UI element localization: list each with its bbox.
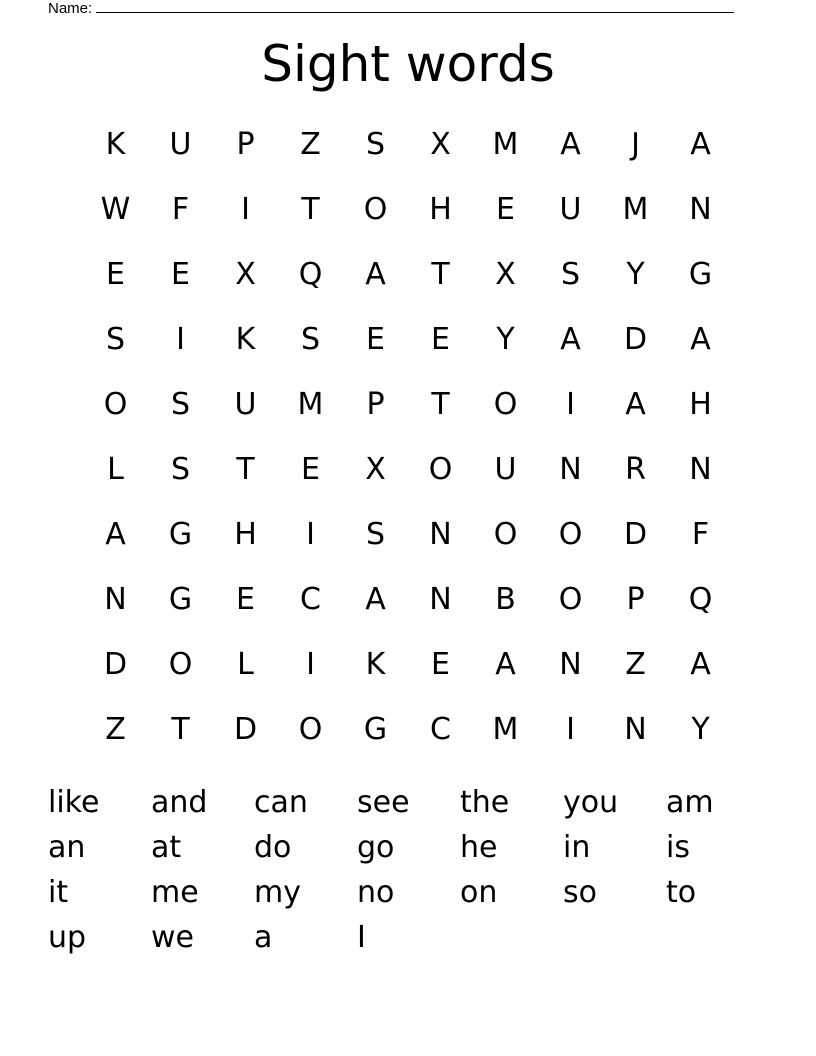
grid-letter: K <box>105 127 126 162</box>
grid-letter: J <box>631 127 640 162</box>
grid-letter: L <box>107 452 124 487</box>
grid-letter: M <box>297 387 324 422</box>
word-list-item: is <box>666 830 690 865</box>
grid-letter: Z <box>300 127 321 162</box>
grid-letter: A <box>690 127 711 162</box>
grid-letter: C <box>300 582 321 617</box>
grid-letter: O <box>558 517 583 552</box>
word-list-item: no <box>357 875 395 910</box>
grid-letter: T <box>236 452 255 487</box>
word-list-item: my <box>254 875 301 910</box>
grid-letter: K <box>365 647 386 682</box>
grid-letter: I <box>306 517 315 552</box>
grid-letter: P <box>366 387 385 422</box>
grid-letter: O <box>493 387 518 422</box>
grid-letter: N <box>689 452 712 487</box>
grid-letter: F <box>171 192 190 227</box>
grid-letter: X <box>365 452 386 487</box>
grid-row <box>83 502 733 567</box>
grid-letter: O <box>493 517 518 552</box>
grid-row <box>83 372 733 437</box>
grid-row <box>83 567 733 632</box>
grid-letter: O <box>558 582 583 617</box>
grid-letter: T <box>171 712 190 747</box>
word-list-item: it <box>48 875 69 910</box>
word-list-item: an <box>48 830 86 865</box>
grid-letter: A <box>105 517 126 552</box>
word-list-item: go <box>357 830 395 865</box>
grid-letter: R <box>625 452 646 487</box>
word-row <box>48 870 778 915</box>
grid-letter: O <box>168 647 193 682</box>
grid-letter: B <box>495 582 516 617</box>
grid-letter: O <box>103 387 128 422</box>
grid-letter: A <box>690 647 711 682</box>
word-list-item: am <box>666 785 714 820</box>
grid-letter: M <box>492 127 519 162</box>
grid-letter: E <box>301 452 320 487</box>
grid-letter: P <box>236 127 255 162</box>
grid-row <box>83 242 733 307</box>
grid-letter: I <box>566 712 575 747</box>
word-list-item: to <box>666 875 697 910</box>
grid-letter: U <box>559 192 582 227</box>
word-list-item: up <box>48 920 87 955</box>
grid-letter: I <box>241 192 250 227</box>
word-list-item: me <box>151 875 199 910</box>
grid-letter: T <box>431 257 450 292</box>
grid-letter: N <box>559 452 582 487</box>
grid-letter: N <box>624 712 647 747</box>
name-write-line <box>96 0 734 13</box>
grid-letter: D <box>233 712 258 747</box>
grid-letter: A <box>560 322 581 357</box>
grid-letter: S <box>170 452 191 487</box>
word-list-item: at <box>151 830 182 865</box>
grid-letter: S <box>365 517 386 552</box>
grid-letter: Y <box>691 712 710 747</box>
word-list-item: do <box>254 830 292 865</box>
word-row <box>48 780 778 825</box>
grid-letter: W <box>100 192 131 227</box>
grid-letter: X <box>235 257 256 292</box>
grid-letter: P <box>626 582 645 617</box>
grid-letter: I <box>566 387 575 422</box>
grid-letter: S <box>560 257 581 292</box>
grid-letter: O <box>428 452 453 487</box>
grid-letter: G <box>168 582 193 617</box>
grid-row <box>83 112 733 177</box>
word-list-item: he <box>460 830 498 865</box>
grid-letter: U <box>234 387 257 422</box>
grid-letter: Z <box>625 647 646 682</box>
grid-letter: C <box>430 712 451 747</box>
word-list <box>48 780 778 960</box>
grid-letter: A <box>625 387 646 422</box>
grid-letter: A <box>495 647 516 682</box>
grid-letter: D <box>623 322 648 357</box>
grid-letter: N <box>104 582 127 617</box>
word-list-item: can <box>254 785 308 820</box>
name-line <box>48 0 734 18</box>
grid-letter: D <box>623 517 648 552</box>
word-list-item: and <box>151 785 208 820</box>
word-list-item: like <box>48 785 100 820</box>
word-list-item: on <box>460 875 498 910</box>
name-label: Name: <box>48 0 93 17</box>
grid-letter: U <box>494 452 517 487</box>
grid-letter: L <box>237 647 254 682</box>
grid-letter: S <box>170 387 191 422</box>
grid-letter: H <box>429 192 452 227</box>
word-list-item: the <box>460 785 510 820</box>
grid-letter: M <box>622 192 649 227</box>
grid-letter: G <box>688 257 713 292</box>
grid-letter: N <box>429 582 452 617</box>
grid-letter: E <box>431 322 450 357</box>
word-list-item: see <box>357 785 410 820</box>
grid-letter: Q <box>298 257 323 292</box>
grid-letter: S <box>365 127 386 162</box>
grid-letter: T <box>431 387 450 422</box>
word-row <box>48 825 778 870</box>
grid-letter: A <box>560 127 581 162</box>
word-row <box>48 915 778 960</box>
word-list-item: a <box>254 920 273 955</box>
letter-grid <box>83 112 733 762</box>
grid-letter: T <box>301 192 320 227</box>
grid-letter: I <box>306 647 315 682</box>
grid-letter: O <box>298 712 323 747</box>
grid-letter: X <box>495 257 516 292</box>
page-title: Sight words <box>261 35 555 93</box>
grid-letter: S <box>300 322 321 357</box>
grid-letter: Y <box>626 257 645 292</box>
grid-letter: A <box>690 322 711 357</box>
grid-letter: E <box>366 322 385 357</box>
grid-row <box>83 632 733 697</box>
grid-letter: X <box>430 127 451 162</box>
grid-letter: I <box>176 322 185 357</box>
grid-row <box>83 697 733 762</box>
grid-letter: E <box>171 257 190 292</box>
grid-letter: A <box>365 582 386 617</box>
word-list-item: so <box>563 875 597 910</box>
grid-letter: H <box>689 387 712 422</box>
grid-letter: U <box>169 127 192 162</box>
grid-letter: G <box>168 517 193 552</box>
grid-letter: E <box>496 192 515 227</box>
grid-letter: G <box>363 712 388 747</box>
grid-letter: F <box>691 517 710 552</box>
word-list-item: we <box>151 920 194 955</box>
grid-letter: K <box>235 322 256 357</box>
grid-row <box>83 437 733 502</box>
grid-letter: E <box>106 257 125 292</box>
grid-letter: D <box>103 647 128 682</box>
grid-letter: Y <box>496 322 515 357</box>
grid-letter: A <box>365 257 386 292</box>
word-list-item: I <box>357 920 366 955</box>
grid-letter: Q <box>688 582 713 617</box>
grid-letter: M <box>492 712 519 747</box>
word-list-item: you <box>563 785 619 820</box>
grid-letter: N <box>559 647 582 682</box>
grid-row <box>83 307 733 372</box>
grid-letter: S <box>105 322 126 357</box>
grid-letter: O <box>363 192 388 227</box>
word-list-item: in <box>563 830 591 865</box>
grid-letter: N <box>689 192 712 227</box>
grid-letter: Z <box>105 712 126 747</box>
grid-letter: H <box>234 517 257 552</box>
grid-row <box>83 177 733 242</box>
grid-letter: E <box>236 582 255 617</box>
grid-letter: E <box>431 647 450 682</box>
grid-letter: N <box>429 517 452 552</box>
